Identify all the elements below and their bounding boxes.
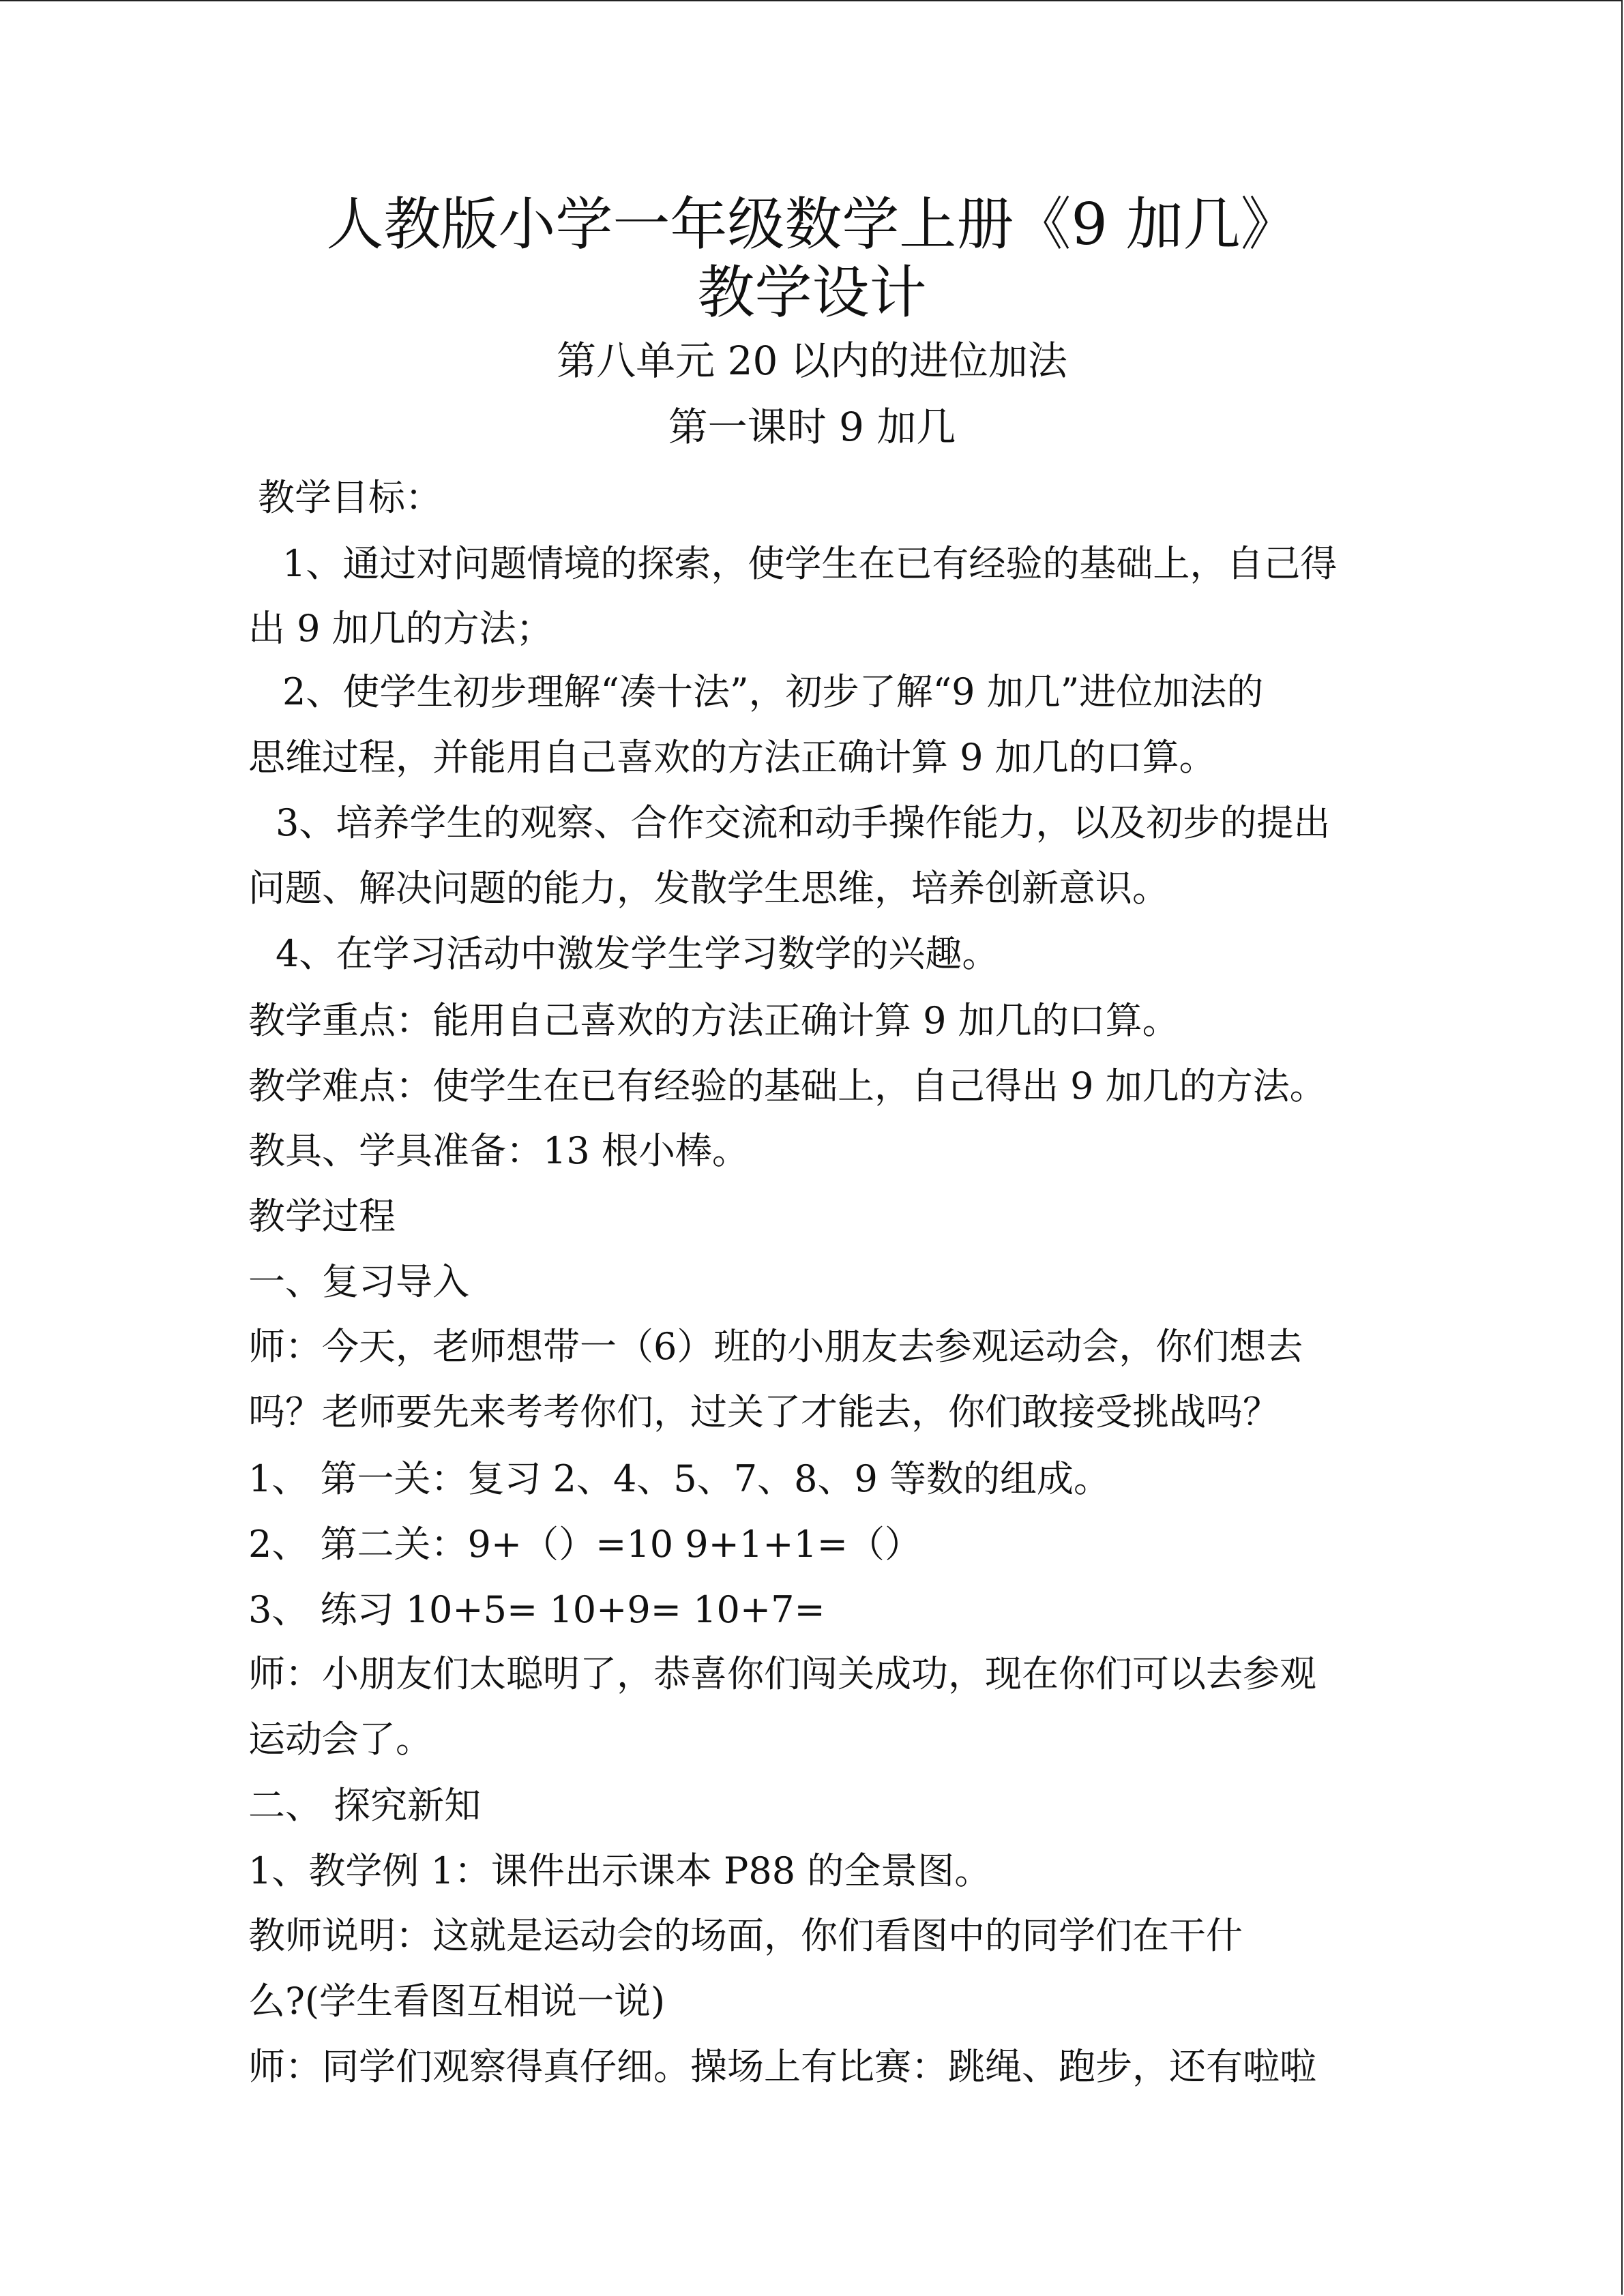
document-title-line-2: 教学设计 [697, 259, 927, 326]
objective-1-line-1: 1、通过对问题情境的探索，使学生在已有经验的基础上，自己得 [282, 542, 1338, 585]
objectives-heading: 教学目标： [258, 476, 442, 519]
unit-subtitle: 第八单元 20 以内的进位加法 [557, 338, 1067, 384]
teacher-observe: 师：同学们观察得真仔细。操场上有比赛：跳绳、跑步，还有啦啦 [248, 2045, 1316, 2088]
document-title-line-1: 人教版小学一年级数学上册《9 加几》 [326, 191, 1298, 258]
lesson-subtitle: 第一课时 9 加几 [668, 404, 956, 450]
teacher-intro-line-2: 吗？老师要先来考考你们，过关了才能去，你们敢接受挑战吗？ [248, 1390, 1280, 1433]
teacher-explain-line-1: 教师说明：这就是运动会的场面，你们看图中的同学们在干什 [248, 1914, 1243, 1957]
level-2: 2、 第二关：9+（）=10 9+1+1=（） [248, 1523, 922, 1566]
key-point: 教学重点：能用自己喜欢的方法正确计算 9 加几的口算。 [248, 999, 1179, 1042]
materials: 教具、学具准备：13 根小棒。 [248, 1129, 749, 1172]
objective-3-line-2: 问题、解决问题的能力，发散学生思维，培养创新意识。 [248, 867, 1169, 910]
objective-2-line-1: 2、使学生初步理解“凑十法”，初步了解“9 加几”进位加法的 [282, 670, 1264, 713]
level-3: 3、 练习 10+5= 10+9= 10+7= [248, 1588, 825, 1631]
example-1: 1、教学例 1：课件出示课本 P88 的全景图。 [248, 1849, 992, 1892]
difficult-point: 教学难点：使学生在已有经验的基础上，自己得出 9 加几的方法。 [248, 1064, 1327, 1107]
section-1-heading: 一、复习导入 [248, 1260, 469, 1303]
objective-3-line-1: 3、培养学生的观察、合作交流和动手操作能力，以及初步的提出 [276, 801, 1331, 844]
process-heading: 教学过程 [248, 1195, 396, 1238]
objective-1-line-2: 出 9 加几的方法； [248, 607, 553, 650]
level-1: 1、 第一关：复习 2、4、5、7、8、9 等数的组成。 [248, 1457, 1110, 1500]
objective-4: 4、在学习活动中激发学生学习数学的兴趣。 [276, 932, 999, 975]
teacher-praise-line-2: 运动会了。 [248, 1718, 432, 1761]
teacher-praise-line-1: 师：小朋友们太聪明了，恭喜你们闯关成功，现在你们可以去参观 [248, 1652, 1316, 1695]
teacher-explain-line-2: 么?(学生看图互相说一说) [248, 1980, 666, 2023]
section-2-heading: 二、 探究新知 [248, 1784, 482, 1827]
objective-2-line-2: 思维过程，并能用自己喜欢的方法正确计算 9 加几的口算。 [248, 736, 1216, 779]
teacher-intro-line-1: 师：今天，老师想带一（6）班的小朋友去参观运动会，你们想去 [248, 1325, 1303, 1368]
